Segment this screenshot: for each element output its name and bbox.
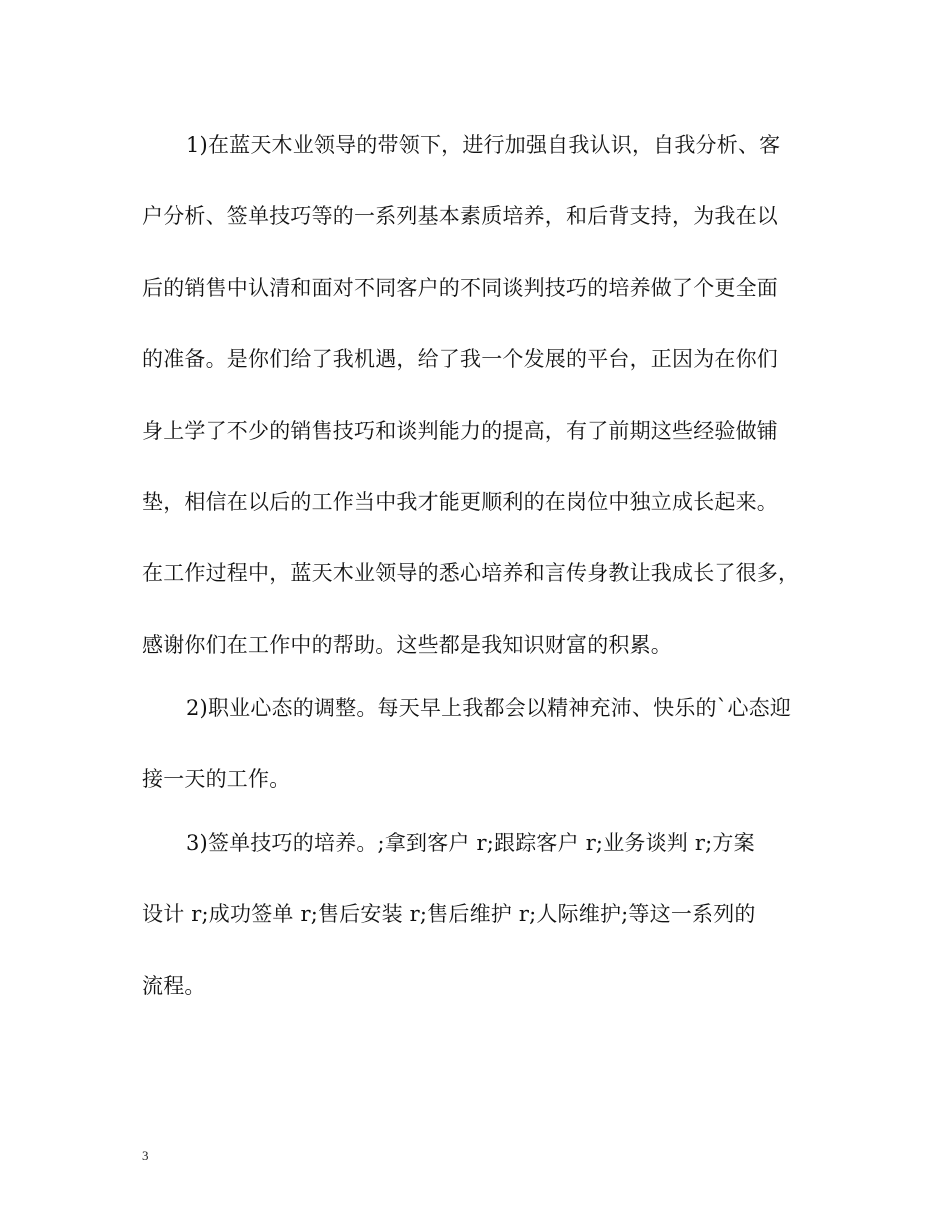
paragraph-3-line-1: 3)签单技巧的培养。;拿到客户 r;跟踪客户 r;业务谈判 r;方案 (186, 831, 755, 855)
paragraph-1-line-8: 感谢你们在工作中的帮助。这些都是我知识财富的积累。 (142, 633, 672, 657)
paragraph-1-line-1: 1)在蓝天木业领导的带领下，进行加强自我认识，自我分析、客 (186, 133, 781, 157)
paragraph-2-line-2: 接一天的工作。 (142, 767, 291, 791)
paragraph-1-line-7: 在工作过程中，蓝天木业领导的悉心培养和言传身教让我成长了很多， (142, 561, 800, 585)
page-number: 3 (142, 1148, 149, 1163)
paragraph-1-line-5: 身上学了不少的销售技巧和谈判能力的提高，有了前期这些经验做铺 (142, 419, 778, 443)
paragraph-2-line-1: 2)职业心态的调整。每天早上我都会以精神充沛、快乐的`心态迎 (186, 696, 792, 720)
paragraph-3-line-2: 设计 r;成功签单 r;售后安装 r;售后维护 r;人际维护;等这一系列的 (142, 902, 756, 926)
paragraph-1-line-2: 户分析、签单技巧等的一系列基本素质培养，和后背支持，为我在以 (142, 204, 778, 228)
paragraph-1-line-4: 的准备。是你们给了我机遇，给了我一个发展的平台，正因为在你们 (142, 347, 778, 371)
paragraph-1-line-6: 垫，相信在以后的工作当中我才能更顺利的在岗位中独立成长起来。 (142, 490, 778, 514)
paragraph-1-line-3: 后的销售中认清和面对不同客户的不同谈判技巧的培养做了个更全面 (142, 276, 778, 300)
paragraph-3-line-3: 流程。 (142, 974, 206, 998)
